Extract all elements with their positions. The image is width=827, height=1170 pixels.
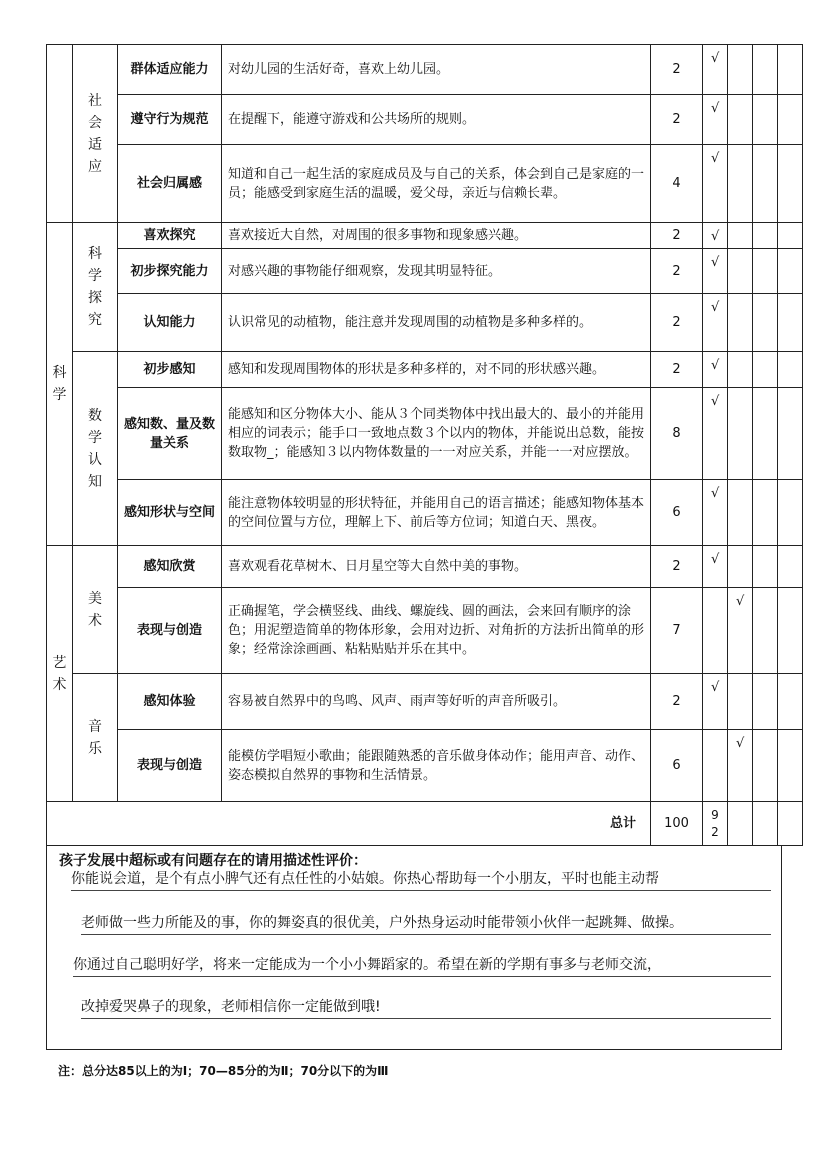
rating-cell-4 — [778, 223, 803, 249]
comment-line: 改掉爱哭鼻子的现象，老师相信你一定能做到哦! — [81, 996, 771, 1019]
rating-cell-2 — [728, 95, 753, 145]
indicator-cell: 认知能力 — [118, 294, 222, 352]
rating-cell-3 — [753, 588, 778, 674]
rating-cell-3 — [753, 249, 778, 294]
description-cell: 对感兴趣的事物能仔细观察，发现其明显特征。 — [222, 249, 651, 294]
rating-cell-4 — [778, 674, 803, 730]
rating-cell-2 — [728, 145, 753, 223]
check-mark-icon: √ — [711, 300, 720, 315]
score-cell: 4 — [651, 145, 703, 223]
table-row — [47, 352, 803, 388]
table-row — [47, 223, 803, 249]
comment-line: 你通过自己聪明好学，将来一定能成为一个小小舞蹈家的。希望在新的学期有事多与老师交流， — [73, 954, 771, 977]
evaluation-sheet — [46, 44, 782, 1050]
rating-cell-1 — [703, 352, 728, 388]
vertical-label: 数学认知 — [88, 407, 102, 490]
subdomain-cell — [73, 45, 118, 223]
description-cell: 能模仿学唱短小歌曲；能跟随熟悉的音乐做身体动作；能用声音、动作、姿态模拟自然界的事物和生活情景。 — [222, 730, 651, 802]
rating-cell-1 — [703, 294, 728, 352]
description-cell: 能感知和区分物体大小、能从３个同类物体中找出最大的、最小的并能用相应的词表示；能手口一致地点数３个以内的物体，并能说出总数，能按数取物_；能感知３以内物体数量的一一对应关系，并能一一对应摆放。 — [222, 388, 651, 480]
score-cell: 2 — [651, 45, 703, 95]
description-cell: 容易被自然界中的鸟鸣、风声、雨声等好听的声音所吸引。 — [222, 674, 651, 730]
check-mark-icon: √ — [711, 552, 720, 567]
domain-cell — [47, 45, 73, 223]
indicator-cell: 初步探究能力 — [118, 249, 222, 294]
rating-cell-3 — [753, 145, 778, 223]
rating-cell-4 — [778, 352, 803, 388]
table-row — [47, 388, 803, 480]
check-mark-icon: √ — [711, 255, 720, 270]
description-cell: 喜欢接近大自然，对周围的很多事物和现象感兴趣。 — [222, 223, 651, 249]
check-mark-icon: √ — [711, 151, 720, 166]
total-digit: 2 — [711, 824, 719, 839]
rating-cell-2 — [728, 294, 753, 352]
vertical-label: 社会适应 — [88, 92, 102, 175]
rating-cell-1 — [703, 223, 728, 249]
total-empty-cell — [778, 802, 803, 846]
table-row — [47, 45, 803, 95]
description-cell: 感知和发现周围物体的形状是多种多样的，对不同的形状感兴趣。 — [222, 352, 651, 388]
rating-cell-4 — [778, 95, 803, 145]
rating-cell-4 — [778, 730, 803, 802]
rating-cell-1 — [703, 730, 728, 802]
rating-cell-2 — [728, 223, 753, 249]
subdomain-cell — [73, 546, 118, 674]
indicator-cell: 喜欢探究 — [118, 223, 222, 249]
indicator-cell: 感知体验 — [118, 674, 222, 730]
score-cell: 2 — [651, 249, 703, 294]
rating-cell-3 — [753, 294, 778, 352]
check-mark-icon: √ — [711, 680, 720, 695]
indicator-cell: 表现与创造 — [118, 730, 222, 802]
subdomain-cell — [73, 223, 118, 352]
rating-cell-1 — [703, 249, 728, 294]
description-cell: 知道和自己一起生活的家庭成员及与自己的关系，体会到自己是家庭的一员；能感受到家庭生活的温暖，爱父母，亲近与信赖长辈。 — [222, 145, 651, 223]
score-cell: 2 — [651, 294, 703, 352]
rating-cell-4 — [778, 546, 803, 588]
total-row — [47, 802, 803, 846]
total-empty-cell — [753, 802, 778, 846]
rating-cell-1 — [703, 45, 728, 95]
indicator-cell: 感知数、量及数量关系 — [118, 388, 222, 480]
description-cell: 能注意物体较明显的形状特征，并能用自己的语言描述；能感知物体基本的空间位置与方位，理解上下、前后等方位词；知道白天、黑夜。 — [222, 480, 651, 546]
table-row — [47, 145, 803, 223]
comment-line: 你能说会道，是个有点小脾气还有点任性的小姑娘。你热心帮助每一个小朋友，平时也能主动帮 — [71, 868, 771, 891]
total-full-score: 100 — [651, 802, 703, 846]
vertical-label: 科学探究 — [88, 246, 102, 328]
rating-cell-2 — [728, 730, 753, 802]
rating-cell-1 — [703, 480, 728, 546]
rating-cell-3 — [753, 480, 778, 546]
rating-cell-4 — [778, 480, 803, 546]
score-cell: 2 — [651, 674, 703, 730]
check-mark-icon: √ — [711, 51, 720, 66]
score-cell: 8 — [651, 388, 703, 480]
rating-cell-3 — [753, 546, 778, 588]
rating-cell-2 — [728, 45, 753, 95]
rating-cell-1 — [703, 388, 728, 480]
check-mark-icon: √ — [711, 101, 720, 116]
rating-cell-2 — [728, 674, 753, 730]
rating-cell-3 — [753, 45, 778, 95]
rating-cell-2 — [728, 588, 753, 674]
evaluation-table — [46, 44, 803, 846]
table-row — [47, 294, 803, 352]
domain-cell — [47, 223, 73, 546]
indicator-cell: 感知形状与空间 — [118, 480, 222, 546]
rating-cell-1 — [703, 145, 728, 223]
indicator-cell: 社会归属感 — [118, 145, 222, 223]
rating-cell-2 — [728, 546, 753, 588]
comment-line: 老师做一些力所能及的事，你的舞姿真的很优美，户外热身运动时能带领小伙伴一起跳舞、做操。 — [81, 912, 771, 935]
rating-cell-4 — [778, 45, 803, 95]
check-mark-icon: √ — [711, 394, 720, 409]
rating-cell-1 — [703, 588, 728, 674]
check-mark-icon: √ — [711, 358, 720, 373]
rating-cell-3 — [753, 95, 778, 145]
vertical-label: 美术 — [88, 590, 102, 629]
comment-box — [46, 846, 782, 1050]
score-cell: 6 — [651, 480, 703, 546]
score-cell: 6 — [651, 730, 703, 802]
indicator-cell: 遵守行为规范 — [118, 95, 222, 145]
rating-cell-2 — [728, 249, 753, 294]
rating-cell-3 — [753, 223, 778, 249]
rating-cell-3 — [753, 730, 778, 802]
table-row — [47, 480, 803, 546]
check-mark-icon: √ — [736, 736, 745, 751]
rating-cell-3 — [753, 352, 778, 388]
score-cell: 2 — [651, 223, 703, 249]
total-label: 总计 — [47, 802, 651, 846]
total-digit: 9 — [711, 807, 719, 822]
indicator-cell: 感知欣赏 — [118, 546, 222, 588]
score-cell: 2 — [651, 95, 703, 145]
description-cell: 对幼儿园的生活好奇，喜欢上幼儿园。 — [222, 45, 651, 95]
table-row — [47, 546, 803, 588]
rating-cell-4 — [778, 294, 803, 352]
table-row — [47, 95, 803, 145]
table-row — [47, 674, 803, 730]
vertical-label: 艺术 — [52, 654, 67, 693]
grading-note: 注：总分达85以上的为Ⅰ；70—85分的为Ⅱ；70分以下的为Ⅲ — [58, 1064, 389, 1078]
vertical-label: 科学 — [52, 365, 67, 403]
table-row — [47, 249, 803, 294]
description-cell: 认识常见的动植物，能注意并发现周围的动植物是多种多样的。 — [222, 294, 651, 352]
rating-cell-1 — [703, 546, 728, 588]
domain-cell — [47, 546, 73, 802]
rating-cell-4 — [778, 388, 803, 480]
rating-cell-4 — [778, 588, 803, 674]
indicator-cell: 初步感知 — [118, 352, 222, 388]
score-cell: 2 — [651, 546, 703, 588]
check-mark-icon: √ — [711, 486, 720, 501]
rating-cell-4 — [778, 249, 803, 294]
total-empty-cell — [728, 802, 753, 846]
rating-cell-2 — [728, 352, 753, 388]
comment-title: 孩子发展中超标或有问题存在的请用描述性评价： — [59, 853, 367, 869]
vertical-label: 音乐 — [88, 718, 102, 757]
indicator-cell: 群体适应能力 — [118, 45, 222, 95]
rating-cell-1 — [703, 674, 728, 730]
description-cell: 正确握笔，学会横竖线、曲线、螺旋线、圆的画法，会来回有顺序的涂色；用泥塑造简单的物体形象，会用对边折、对角折的方法折出简单的形象；经常涂涂画画、粘粘贴贴并乐在其中。 — [222, 588, 651, 674]
rating-cell-4 — [778, 145, 803, 223]
subdomain-cell — [73, 674, 118, 802]
check-mark-icon: √ — [736, 594, 745, 609]
score-cell: 7 — [651, 588, 703, 674]
rating-cell-2 — [728, 480, 753, 546]
rating-cell-1 — [703, 95, 728, 145]
description-cell: 在提醒下，能遵守游戏和公共场所的规则。 — [222, 95, 651, 145]
score-cell: 2 — [651, 352, 703, 388]
total-achieved-score — [703, 802, 728, 846]
table-row — [47, 588, 803, 674]
table-row — [47, 730, 803, 802]
check-mark-icon: √ — [711, 229, 720, 244]
rating-cell-3 — [753, 674, 778, 730]
description-cell: 喜欢观看花草树木、日月星空等大自然中美的事物。 — [222, 546, 651, 588]
rating-cell-3 — [753, 388, 778, 480]
rating-cell-2 — [728, 388, 753, 480]
subdomain-cell — [73, 352, 118, 546]
indicator-cell: 表现与创造 — [118, 588, 222, 674]
